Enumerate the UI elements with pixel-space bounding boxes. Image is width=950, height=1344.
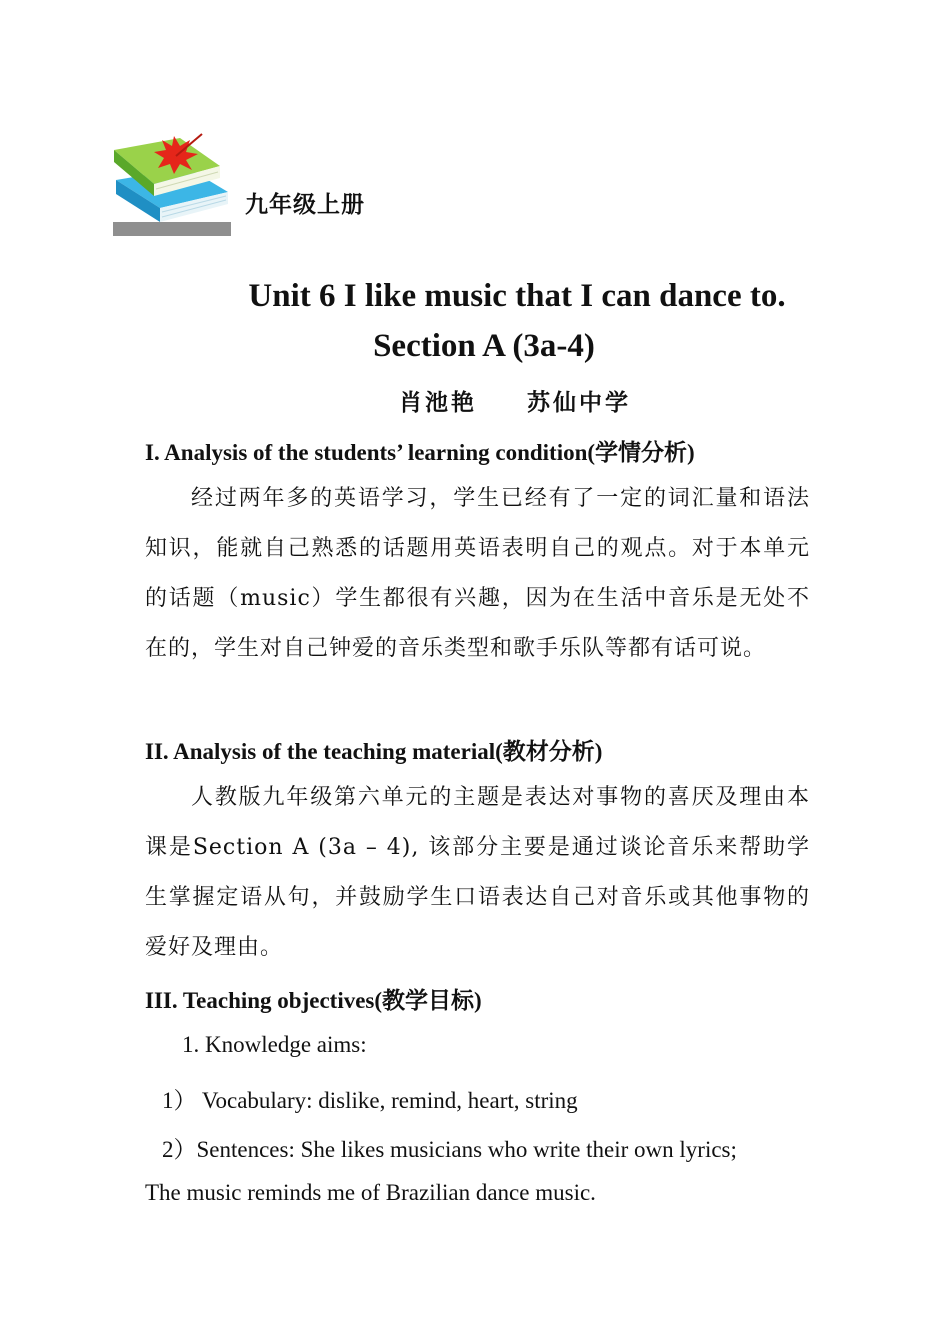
author-line (0, 384, 950, 417)
author-name: 肖池艳 (399, 390, 477, 416)
section-heading-3: III. Teaching objectives(教学目标) (145, 988, 482, 1013)
books-logo (110, 132, 235, 238)
section-heading-2: II. Analysis of the teaching material(教材分析) (145, 739, 603, 764)
section-body-2: 人教版九年级第六单元的主题是表达对事物的喜厌及理由本课是Section A (3a – 4), 该部分主要是通过谈论音乐来帮助学生掌握定语从句，并鼓励学生口语表达自己对音乐或其他事物的爱好及理由。 (145, 785, 810, 960)
objective-item-2: 2）Sentences: She likes musicians who write their own lyrics; (162, 1137, 737, 1162)
section-body-1: 经过两年多的英语学习，学生已经有了一定的词汇量和语法知识，能就自己熟悉的话题用英语表明自己的观点。对于本单元的话题（music）学生都很有兴趣，因为在生活中音乐是无处不在的，学生对自己钟爱的音乐类型和歌手乐队等都有话可说。 (145, 486, 810, 661)
section-heading-1: I. Analysis of the students’ learning condition(学情分析) (145, 440, 695, 465)
grade-label: 九年级上册 (245, 192, 365, 218)
section-title: Section A (3a-4) (373, 328, 595, 364)
knowledge-aims-label: 1. Knowledge aims: (182, 1032, 367, 1057)
author-school: 苏仙中学 (527, 390, 631, 416)
objective-item-2-cont: The music reminds me of Brazilian dance music. (145, 1180, 596, 1205)
objective-item-1: 1） Vocabulary: dislike, remind, heart, string (162, 1088, 578, 1113)
unit-title: Unit 6 I like music that I can dance to. (248, 278, 786, 314)
